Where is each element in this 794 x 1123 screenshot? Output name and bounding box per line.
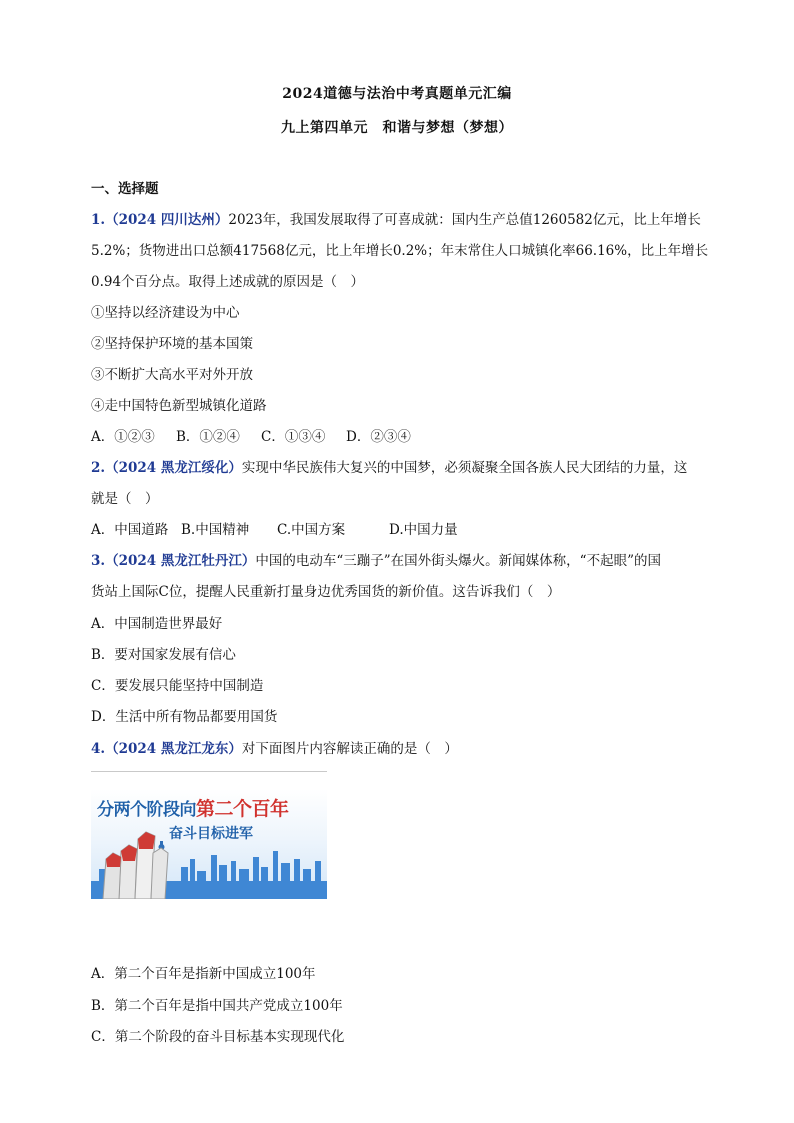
question-1-line-3: 0.94个百分点。取得上述成就的原因是（ ）: [91, 274, 365, 290]
question-1-options: [91, 425, 411, 445]
raised-fists-icon: [103, 832, 168, 899]
question-source: （2024 黑龙江绥化）: [105, 460, 242, 476]
question-3-line-1: [91, 549, 661, 569]
question-1-item-4: ④走中国特色新型城镇化道路: [91, 398, 267, 414]
question-1-item-1: ①坚持以经济建设为中心: [91, 305, 240, 321]
option-b[interactable]: B．①②④: [176, 429, 240, 445]
document-title: 2024道德与法治中考真题单元汇编: [282, 86, 512, 102]
question-2-options: [91, 518, 458, 538]
question-1-item-2: ②坚持保护环境的基本国策: [91, 336, 253, 352]
option-a[interactable]: A．中国道路: [91, 522, 169, 538]
option-d[interactable]: D．②③④: [346, 429, 411, 445]
question-1-item-3: ③不断扩大高水平对外开放: [91, 367, 253, 383]
question-2-line-2: 就是（ ）: [91, 491, 159, 507]
option-a[interactable]: A．①②③: [91, 429, 155, 445]
question-number: 1.: [91, 212, 106, 228]
option-b[interactable]: B．第二个百年是指中国共产党成立100年: [91, 998, 343, 1014]
question-1-line-2: 5.2%；货物进出口总额417568亿元，比上年增长0.2%；年末常住人口城镇化率66.16%，比上年增长: [91, 243, 709, 259]
question-2-line-1: [91, 456, 687, 476]
question-number: 4.: [91, 741, 106, 757]
question-source: （2024 黑龙江龙东）: [105, 741, 242, 757]
document-subtitle: 九上第四单元 和谐与梦想（梦想）: [281, 120, 513, 136]
question-4-line-1: [91, 737, 458, 757]
question-stem: 对下面图片内容解读正确的是（ ）: [241, 741, 458, 757]
option-d[interactable]: D．生活中所有物品都要用国货: [91, 709, 278, 725]
option-b[interactable]: B．要对国家发展有信心: [91, 647, 236, 663]
question-stem: 中国的电动车“三蹦子”在国外街头爆火。新闻媒体称，“不起眼”的国: [255, 553, 661, 569]
image-headline-highlight: 第二个百年: [196, 798, 289, 820]
image-headline: [97, 794, 289, 821]
image-headline-part1: 分两个阶段向: [97, 800, 196, 820]
option-c[interactable]: C．要发展只能坚持中国制造: [91, 678, 264, 694]
question-source: （2024 黑龙江牡丹江）: [105, 553, 256, 569]
question-stem: 2023年，我国发展取得了可喜成就：国内生产总值1260582亿元，比上年增长: [228, 212, 701, 228]
question-number: 2.: [91, 460, 106, 476]
option-d[interactable]: D.中国力量: [389, 522, 458, 538]
question-stem: 实现中华民族伟大复兴的中国梦，必须凝聚全国各族人民大团结的力量，这: [241, 460, 688, 476]
image-subheadline: 奋斗目标进军: [169, 826, 253, 842]
option-c[interactable]: C.中国方案: [277, 522, 346, 538]
option-a[interactable]: A．中国制造世界最好: [91, 616, 223, 632]
image-top-rule: [91, 771, 327, 772]
option-c[interactable]: C．①③④: [261, 429, 326, 445]
question-1-line-1: [91, 208, 701, 228]
option-c[interactable]: C．第二个阶段的奋斗目标基本实现现代化: [91, 1029, 345, 1045]
question-number: 3.: [91, 553, 106, 569]
question-4-image: [91, 771, 327, 899]
option-b[interactable]: B.中国精神: [181, 522, 250, 538]
section-heading: 一、选择题: [91, 181, 159, 197]
question-3-line-2: 货站上国际C位，提醒人民重新打量身边优秀国货的新价值。这告诉我们（ ）: [91, 584, 561, 600]
option-a[interactable]: A．第二个百年是指新中国成立100年: [91, 966, 316, 982]
question-source: （2024 四川达州）: [105, 212, 229, 228]
